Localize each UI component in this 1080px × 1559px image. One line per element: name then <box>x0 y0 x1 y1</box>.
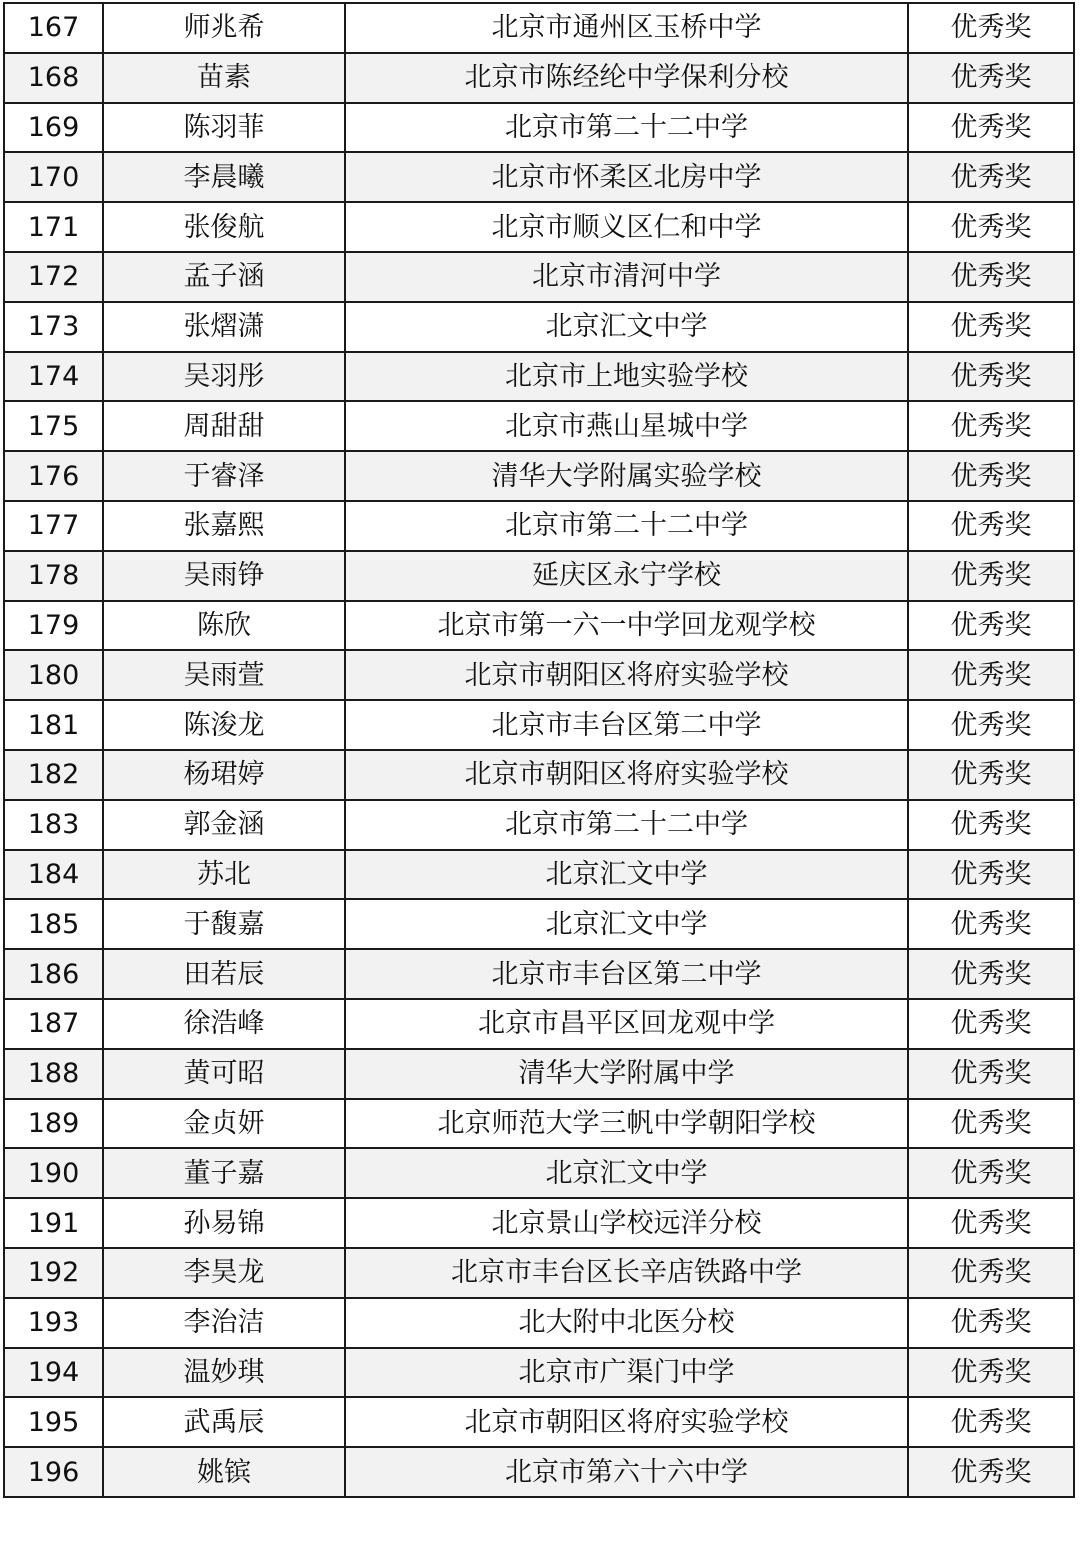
student-name-cell: 温妙琪 <box>103 1348 345 1398</box>
award-level-cell: 优秀奖 <box>908 1099 1074 1149</box>
award-level-cell: 优秀奖 <box>908 451 1074 501</box>
school-name-cell: 北京市朝阳区将府实验学校 <box>345 650 908 700</box>
school-name-cell: 北京市顺义区仁和中学 <box>345 202 908 252</box>
row-number-cell: 179 <box>4 601 103 651</box>
award-level-cell: 优秀奖 <box>908 800 1074 850</box>
row-number-cell: 171 <box>4 202 103 252</box>
table-row <box>4 1198 1074 1248</box>
student-name-cell: 孟子涵 <box>103 252 345 302</box>
school-name-cell: 北京市丰台区第二中学 <box>345 949 908 999</box>
student-name-cell: 金贞妍 <box>103 1099 345 1149</box>
student-name-cell: 武禹辰 <box>103 1397 345 1447</box>
table-row <box>4 800 1074 850</box>
row-number-cell: 181 <box>4 700 103 750</box>
table-row <box>4 949 1074 999</box>
award-level-cell: 优秀奖 <box>908 1049 1074 1099</box>
award-level-cell: 优秀奖 <box>908 650 1074 700</box>
row-number-cell: 188 <box>4 1049 103 1099</box>
student-name-cell: 徐浩峰 <box>103 999 345 1049</box>
student-name-cell: 陈浚龙 <box>103 700 345 750</box>
award-level-cell: 优秀奖 <box>908 3 1074 53</box>
table-row <box>4 551 1074 601</box>
table-row <box>4 850 1074 900</box>
student-name-cell: 李晨曦 <box>103 152 345 202</box>
award-level-cell: 优秀奖 <box>908 750 1074 800</box>
row-number-cell: 174 <box>4 352 103 402</box>
table-row <box>4 700 1074 750</box>
student-name-cell: 师兆希 <box>103 3 345 53</box>
award-level-cell: 优秀奖 <box>908 601 1074 651</box>
student-name-cell: 于馥嘉 <box>103 899 345 949</box>
award-level-cell: 优秀奖 <box>908 1397 1074 1447</box>
table-row <box>4 202 1074 252</box>
school-name-cell: 北京市怀柔区北房中学 <box>345 152 908 202</box>
award-table-body <box>4 3 1074 1497</box>
table-row <box>4 650 1074 700</box>
row-number-cell: 196 <box>4 1447 103 1497</box>
table-row <box>4 3 1074 53</box>
table-row <box>4 750 1074 800</box>
award-level-cell: 优秀奖 <box>908 1447 1074 1497</box>
award-level-cell: 优秀奖 <box>908 302 1074 352</box>
school-name-cell: 北京市第二十二中学 <box>345 800 908 850</box>
row-number-cell: 191 <box>4 1198 103 1248</box>
table-row <box>4 1099 1074 1149</box>
award-level-cell: 优秀奖 <box>908 999 1074 1049</box>
award-level-cell: 优秀奖 <box>908 53 1074 103</box>
school-name-cell: 北京市第二十二中学 <box>345 103 908 153</box>
school-name-cell: 北京市丰台区第二中学 <box>345 700 908 750</box>
student-name-cell: 吴雨铮 <box>103 551 345 601</box>
student-name-cell: 张熠潇 <box>103 302 345 352</box>
row-number-cell: 176 <box>4 451 103 501</box>
table-row <box>4 401 1074 451</box>
student-name-cell: 张嘉熙 <box>103 501 345 551</box>
student-name-cell: 郭金涵 <box>103 800 345 850</box>
award-level-cell: 优秀奖 <box>908 152 1074 202</box>
row-number-cell: 185 <box>4 899 103 949</box>
school-name-cell: 北京市丰台区长辛店铁路中学 <box>345 1248 908 1298</box>
school-name-cell: 北京市朝阳区将府实验学校 <box>345 750 908 800</box>
row-number-cell: 169 <box>4 103 103 153</box>
award-level-cell: 优秀奖 <box>908 1248 1074 1298</box>
table-row <box>4 53 1074 103</box>
school-name-cell: 延庆区永宁学校 <box>345 551 908 601</box>
table-row <box>4 1348 1074 1398</box>
award-level-cell: 优秀奖 <box>908 1298 1074 1348</box>
table-row <box>4 1397 1074 1447</box>
award-level-cell: 优秀奖 <box>908 103 1074 153</box>
school-name-cell: 北京师范大学三帆中学朝阳学校 <box>345 1099 908 1149</box>
award-level-cell: 优秀奖 <box>908 1148 1074 1198</box>
table-row <box>4 1447 1074 1497</box>
table-row <box>4 451 1074 501</box>
student-name-cell: 张俊航 <box>103 202 345 252</box>
row-number-cell: 186 <box>4 949 103 999</box>
student-name-cell: 吴羽彤 <box>103 352 345 402</box>
school-name-cell: 北京汇文中学 <box>345 302 908 352</box>
row-number-cell: 175 <box>4 401 103 451</box>
row-number-cell: 184 <box>4 850 103 900</box>
student-name-cell: 李治洁 <box>103 1298 345 1348</box>
school-name-cell: 北京市朝阳区将府实验学校 <box>345 1397 908 1447</box>
award-level-cell: 优秀奖 <box>908 949 1074 999</box>
row-number-cell: 182 <box>4 750 103 800</box>
table-row <box>4 1148 1074 1198</box>
row-number-cell: 167 <box>4 3 103 53</box>
row-number-cell: 172 <box>4 252 103 302</box>
student-name-cell: 吴雨萱 <box>103 650 345 700</box>
school-name-cell: 北京市通州区玉桥中学 <box>345 3 908 53</box>
row-number-cell: 187 <box>4 999 103 1049</box>
row-number-cell: 168 <box>4 53 103 103</box>
school-name-cell: 北京汇文中学 <box>345 899 908 949</box>
award-level-cell: 优秀奖 <box>908 352 1074 402</box>
student-name-cell: 苗素 <box>103 53 345 103</box>
table-row <box>4 899 1074 949</box>
row-number-cell: 189 <box>4 1099 103 1149</box>
table-row <box>4 302 1074 352</box>
student-name-cell: 姚镔 <box>103 1447 345 1497</box>
row-number-cell: 178 <box>4 551 103 601</box>
row-number-cell: 180 <box>4 650 103 700</box>
table-row <box>4 152 1074 202</box>
student-name-cell: 董子嘉 <box>103 1148 345 1198</box>
table-row <box>4 601 1074 651</box>
award-level-cell: 优秀奖 <box>908 1348 1074 1398</box>
school-name-cell: 北京景山学校远洋分校 <box>345 1198 908 1248</box>
row-number-cell: 173 <box>4 302 103 352</box>
school-name-cell: 北京市陈经纶中学保利分校 <box>345 53 908 103</box>
student-name-cell: 于睿泽 <box>103 451 345 501</box>
row-number-cell: 195 <box>4 1397 103 1447</box>
student-name-cell: 黄可昭 <box>103 1049 345 1099</box>
row-number-cell: 177 <box>4 501 103 551</box>
student-name-cell: 苏北 <box>103 850 345 900</box>
student-name-cell: 陈羽菲 <box>103 103 345 153</box>
row-number-cell: 194 <box>4 1348 103 1398</box>
row-number-cell: 170 <box>4 152 103 202</box>
school-name-cell: 北京汇文中学 <box>345 850 908 900</box>
school-name-cell: 北京市第二十二中学 <box>345 501 908 551</box>
award-level-cell: 优秀奖 <box>908 551 1074 601</box>
school-name-cell: 北大附中北医分校 <box>345 1298 908 1348</box>
student-name-cell: 杨珺婷 <box>103 750 345 800</box>
school-name-cell: 北京市广渠门中学 <box>345 1348 908 1398</box>
award-level-cell: 优秀奖 <box>908 850 1074 900</box>
school-name-cell: 北京市清河中学 <box>345 252 908 302</box>
student-name-cell: 陈欣 <box>103 601 345 651</box>
table-row <box>4 501 1074 551</box>
school-name-cell: 北京市昌平区回龙观中学 <box>345 999 908 1049</box>
table-row <box>4 352 1074 402</box>
table-row <box>4 999 1074 1049</box>
school-name-cell: 清华大学附属实验学校 <box>345 451 908 501</box>
school-name-cell: 北京市燕山星城中学 <box>345 401 908 451</box>
student-name-cell: 田若辰 <box>103 949 345 999</box>
school-name-cell: 北京市第六十六中学 <box>345 1447 908 1497</box>
school-name-cell: 北京汇文中学 <box>345 1148 908 1198</box>
student-name-cell: 孙易锦 <box>103 1198 345 1248</box>
row-number-cell: 183 <box>4 800 103 850</box>
school-name-cell: 北京市第一六一中学回龙观学校 <box>345 601 908 651</box>
award-table <box>3 2 1075 1498</box>
award-level-cell: 优秀奖 <box>908 899 1074 949</box>
award-level-cell: 优秀奖 <box>908 700 1074 750</box>
student-name-cell: 李昊龙 <box>103 1248 345 1298</box>
award-level-cell: 优秀奖 <box>908 401 1074 451</box>
row-number-cell: 193 <box>4 1298 103 1348</box>
award-level-cell: 优秀奖 <box>908 252 1074 302</box>
row-number-cell: 190 <box>4 1148 103 1198</box>
award-list-sheet <box>3 2 1073 1498</box>
school-name-cell: 北京市上地实验学校 <box>345 352 908 402</box>
table-row <box>4 1248 1074 1298</box>
award-level-cell: 优秀奖 <box>908 501 1074 551</box>
student-name-cell: 周甜甜 <box>103 401 345 451</box>
table-row <box>4 252 1074 302</box>
award-level-cell: 优秀奖 <box>908 1198 1074 1248</box>
table-row <box>4 103 1074 153</box>
school-name-cell: 清华大学附属中学 <box>345 1049 908 1099</box>
table-row <box>4 1298 1074 1348</box>
award-level-cell: 优秀奖 <box>908 202 1074 252</box>
row-number-cell: 192 <box>4 1248 103 1298</box>
table-row <box>4 1049 1074 1099</box>
